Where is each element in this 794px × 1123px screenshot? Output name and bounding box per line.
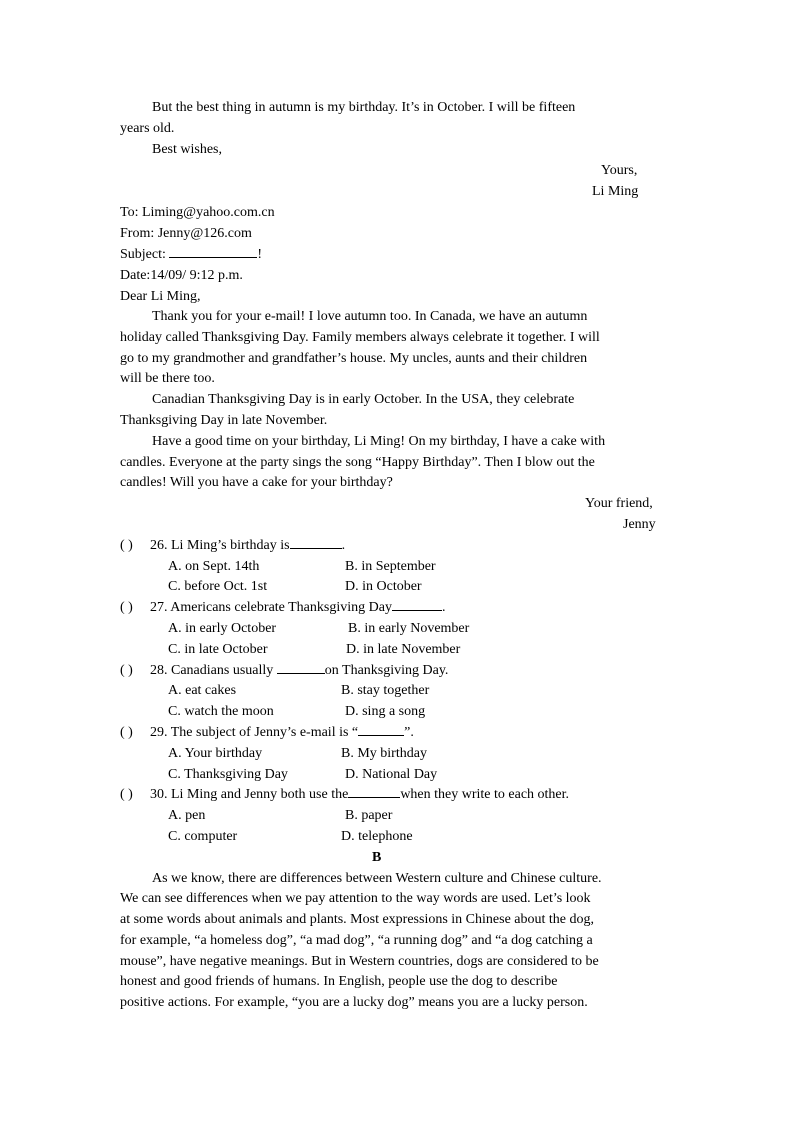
- passage-line: We can see differences when we pay attention to the way words are used. Let’s look: [120, 891, 591, 906]
- answer-blank: [348, 785, 400, 798]
- letter-signoff: Yours,: [601, 163, 638, 178]
- email-greeting: Dear Li Ming,: [120, 289, 201, 304]
- question-27: [120, 598, 445, 618]
- email-subject-label: Subject:: [120, 247, 170, 262]
- email-body-line: go to my grandmother and grandfather’s house. My uncles, aunts and their children: [120, 351, 588, 366]
- email-date: Date:14/09/ 9:12 p.m.: [120, 268, 243, 283]
- email-subject: [120, 245, 262, 265]
- option-c: C. in late October: [168, 642, 268, 657]
- answer-blank: [358, 723, 404, 736]
- letter-paragraph-line: But the best thing in autumn is my birthday. It’s in October. I will be fifteen: [152, 100, 576, 115]
- option-a: A. Your birthday: [168, 746, 263, 761]
- question-29: [120, 723, 414, 743]
- question-stem-end: .: [441, 600, 446, 615]
- option-a: A. pen: [168, 808, 206, 823]
- email-body-line: Thank you for your e-mail! I love autumn too. In Canada, we have an autumn: [152, 309, 588, 324]
- option-b: B. stay together: [341, 683, 430, 698]
- question-stem-end: .: [341, 538, 346, 553]
- question-stem-end: ”.: [404, 725, 414, 740]
- option-b: B. in early November: [348, 621, 470, 636]
- email-body-line: holiday called Thanksgiving Day. Family members always celebrate it together. I will: [120, 330, 600, 345]
- option-d: D. in late November: [346, 642, 461, 657]
- option-a: A. in early October: [168, 621, 277, 636]
- option-c: C. computer: [168, 829, 238, 844]
- option-c: C. before Oct. 1st: [168, 579, 268, 594]
- option-d: D. telephone: [341, 829, 413, 844]
- answer-blank: [169, 245, 257, 258]
- letter-paragraph-line: years old.: [120, 121, 175, 136]
- answer-blank: [277, 661, 325, 674]
- passage-line: for example, “a homeless dog”, “a mad dog”, “a running dog” and “a dog catching a: [120, 933, 593, 948]
- answer-paren: ( ): [120, 600, 133, 615]
- answer-paren: ( ): [120, 663, 133, 678]
- email-body-line: will be there too.: [120, 371, 215, 386]
- answer-paren: ( ): [120, 787, 133, 802]
- passage-line: mouse”, have negative meanings. But in Western countries, dogs are considered to be: [120, 954, 599, 969]
- option-b: B. paper: [345, 808, 393, 823]
- email-from: From: Jenny@126.com: [120, 226, 252, 241]
- answer-paren: ( ): [120, 538, 133, 553]
- option-c: C. Thanksgiving Day: [168, 767, 288, 782]
- question-stem: 30. Li Ming and Jenny both use the: [150, 787, 349, 802]
- answer-blank: [290, 536, 342, 549]
- email-body-line: candles. Everyone at the party sings the song “Happy Birthday”. Then I blow out the: [120, 455, 595, 470]
- section-heading: B: [372, 850, 382, 865]
- email-body-line: Canadian Thanksgiving Day is in early October. In the USA, they celebrate: [152, 392, 575, 407]
- email-signature: Jenny: [623, 517, 656, 532]
- answer-blank: [392, 598, 442, 611]
- option-c: C. watch the moon: [168, 704, 274, 719]
- question-30: [120, 785, 569, 805]
- email-body-line: candles! Will you have a cake for your birthday?: [120, 475, 393, 490]
- email-body-line: Thanksgiving Day in late November.: [120, 413, 328, 428]
- question-stem-end: on Thanksgiving Day.: [324, 663, 449, 678]
- passage-line: honest and good friends of humans. In English, people use the dog to describe: [120, 974, 558, 989]
- question-26: [120, 536, 345, 556]
- option-b: B. in September: [345, 559, 436, 574]
- passage-line: positive actions. For example, “you are a lucky dog” means you are a lucky person.: [120, 995, 588, 1010]
- passage-line: As we know, there are differences between Western culture and Chinese culture.: [152, 871, 602, 886]
- option-d: D. sing a song: [345, 704, 426, 719]
- question-28: [120, 661, 448, 681]
- question-stem: 26. Li Ming’s birthday is: [150, 538, 290, 553]
- question-stem: 28. Canadians usually: [150, 663, 277, 678]
- question-stem: 29. The subject of Jenny’s e-mail is “: [150, 725, 359, 740]
- email-subject-end: !: [257, 247, 263, 262]
- question-stem-end: when they write to each other.: [400, 787, 570, 802]
- option-a: A. eat cakes: [168, 683, 237, 698]
- answer-paren: ( ): [120, 725, 133, 740]
- email-signoff: Your friend,: [585, 496, 653, 511]
- email-body-line: Have a good time on your birthday, Li Ming! On my birthday, I have a cake with: [152, 434, 606, 449]
- option-d: D. in October: [345, 579, 422, 594]
- option-d: D. National Day: [345, 767, 438, 782]
- option-a: A. on Sept. 14th: [168, 559, 260, 574]
- passage-line: at some words about animals and plants. Most expressions in Chinese about the dog,: [120, 912, 594, 927]
- letter-signature: Li Ming: [592, 184, 639, 199]
- letter-closing: Best wishes,: [152, 142, 222, 157]
- option-b: B. My birthday: [341, 746, 427, 761]
- question-stem: 27. Americans celebrate Thanksgiving Day: [150, 600, 392, 615]
- email-to: To: Liming@yahoo.com.cn: [120, 205, 275, 220]
